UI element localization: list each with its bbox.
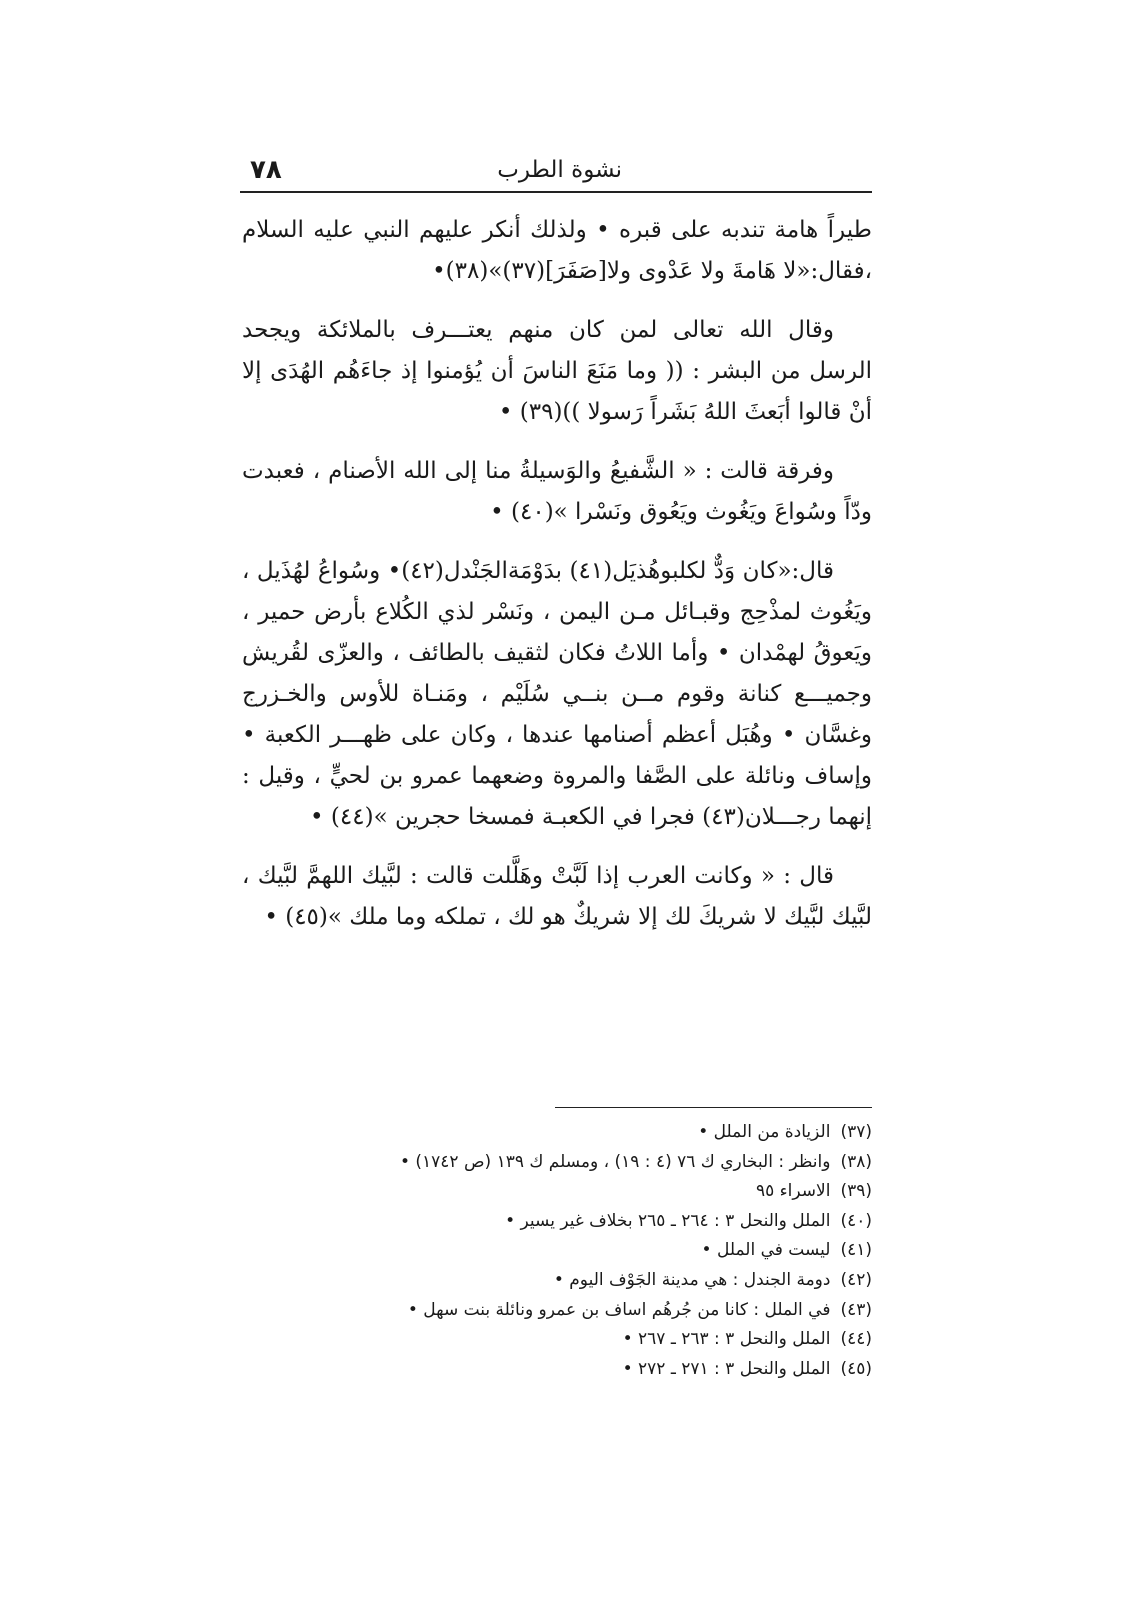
- footnote: [242, 1148, 872, 1178]
- footnote-text: الملل والنحل ٣ : ٢٦٤ ـ ٢٦٥ بخلاف غير يسير •: [505, 1210, 831, 1231]
- paragraph: [242, 856, 872, 938]
- running-title: نشوة الطرب: [497, 157, 622, 183]
- paragraph: [242, 210, 872, 292]
- footnote-number: (٤٤): [840, 1329, 872, 1350]
- footnotes: [242, 1118, 872, 1384]
- page-number: ٧٨: [250, 155, 282, 185]
- footnote: [242, 1296, 872, 1326]
- paragraph: [242, 451, 872, 533]
- footnote-text: الملل والنحل ٣ : ٢٦٣ ـ ٢٦٧ •: [622, 1329, 831, 1350]
- footnote-text: الزيادة من الملل •: [698, 1122, 831, 1142]
- footnote-number: (٤٢): [840, 1269, 872, 1290]
- footnote-number: (٤١): [840, 1240, 872, 1261]
- paragraph-text: قال : « وكانت العرب إذا لَبَّتْ وهَلَّلت قالت : لبَّيك اللهمَّ لبَّيك ، لبَّيك لبَّيك لا شريكَ لك إلا شريكٌ هو لك ، تملكه وما ملك »(٤٥) •: [242, 863, 872, 930]
- footnote-text: وانظر : البخاري ك ٧٦ (٤ : ١٩) ، ومسلم ك ١٣٩ (ص ١٧٤٢) •: [399, 1151, 831, 1172]
- footnote: [242, 1355, 872, 1385]
- footnote: [242, 1177, 872, 1207]
- paragraph-text: طيراً هامة تندبه على قبره • ولذلك أنكر عليهم النبي عليه السلام ،فقال:«لا هَامةَ ولا عَدْوى ولا[صَفَرَ](٣٧)»(٣٨)•: [242, 217, 872, 284]
- body-text: [242, 210, 872, 956]
- footnote-number: (٤٣): [840, 1299, 872, 1320]
- footnote-divider: [555, 1107, 872, 1108]
- footnote: [242, 1325, 872, 1355]
- paragraph-text: قال:«كان وَدٌّ لكلبوهُذيَل(٤١) بدَوْمَةالجَنْدل(٤٢)• وسُواعُ لهُذَيل ، ويَغُوث لمذْحِج وقبـائل مـن اليمن ، ونَسْر لذي الكُلاع بأرض حمير ، ويَعوقُ لهمْدان • وأما اللاتُ فكان لثقيف بالطائف ، والعزّى لقُريش وجميـــع كنانة وقوم مــن بنــي سُلَيْم ، ومَنـاة للأوس والخـزرج وغسَّان • وهُبَل أعظم أصنامها عندها ، وكان على ظهـــر الكعبة • وإساف ونائلة على الصَّفا والمروة وضعهما عمرو بن لحيٍّ ، وقيل : إنهما رجـــلان(٤٣) فجرا في الكعبـة فمسخا حجرين »(٤٤) •: [242, 558, 872, 830]
- footnote: [242, 1118, 872, 1148]
- footnote-number: (٣٨): [840, 1151, 872, 1172]
- footnote-text: الاسراء ٩٥: [756, 1181, 831, 1202]
- footnote-number: (٤٥): [840, 1358, 872, 1379]
- footnote-text: دومة الجندل : هي مدينة الجَوْف اليوم •: [553, 1269, 831, 1290]
- page-header: [240, 155, 872, 193]
- footnote-number: (٣٩): [840, 1181, 872, 1202]
- footnote-number: (٤٠): [840, 1210, 872, 1231]
- paragraph-text: وفرقة قالت : « الشَّفيعُ والوَسيلةُ منا إلى الله الأصنام ، فعبدت ودّاً وسُواعَ ويَغُوث ويَعُوق ونَسْرا »(٤٠) •: [242, 458, 872, 525]
- footnote-text: في الملل : كانا من جُرهُم اساف بن عمرو ونائلة بنت سهل •: [407, 1299, 831, 1320]
- footnote-number: (٣٧): [840, 1122, 872, 1142]
- footnote: [242, 1266, 872, 1296]
- footnote-text: الملل والنحل ٣ : ٢٧١ ـ ٢٧٢ •: [622, 1358, 831, 1379]
- footnote: [242, 1236, 872, 1266]
- footnote: [242, 1207, 872, 1237]
- footnote-text: ليست في الملل •: [701, 1240, 831, 1261]
- paragraph: [242, 551, 872, 838]
- paragraph-text: وقال الله تعالى لمن كان منهم يعتـــرف بالملائكة ويجحد الرسل من البشر : (( وما مَنَعَ الناسَ أن يُؤمنوا إذ جاءَهُم الهُدَى إلا أنْ قالوا أبَعثَ اللهُ بَشَراً رَسولا ))(٣٩) •: [242, 317, 872, 425]
- paragraph: [242, 310, 872, 433]
